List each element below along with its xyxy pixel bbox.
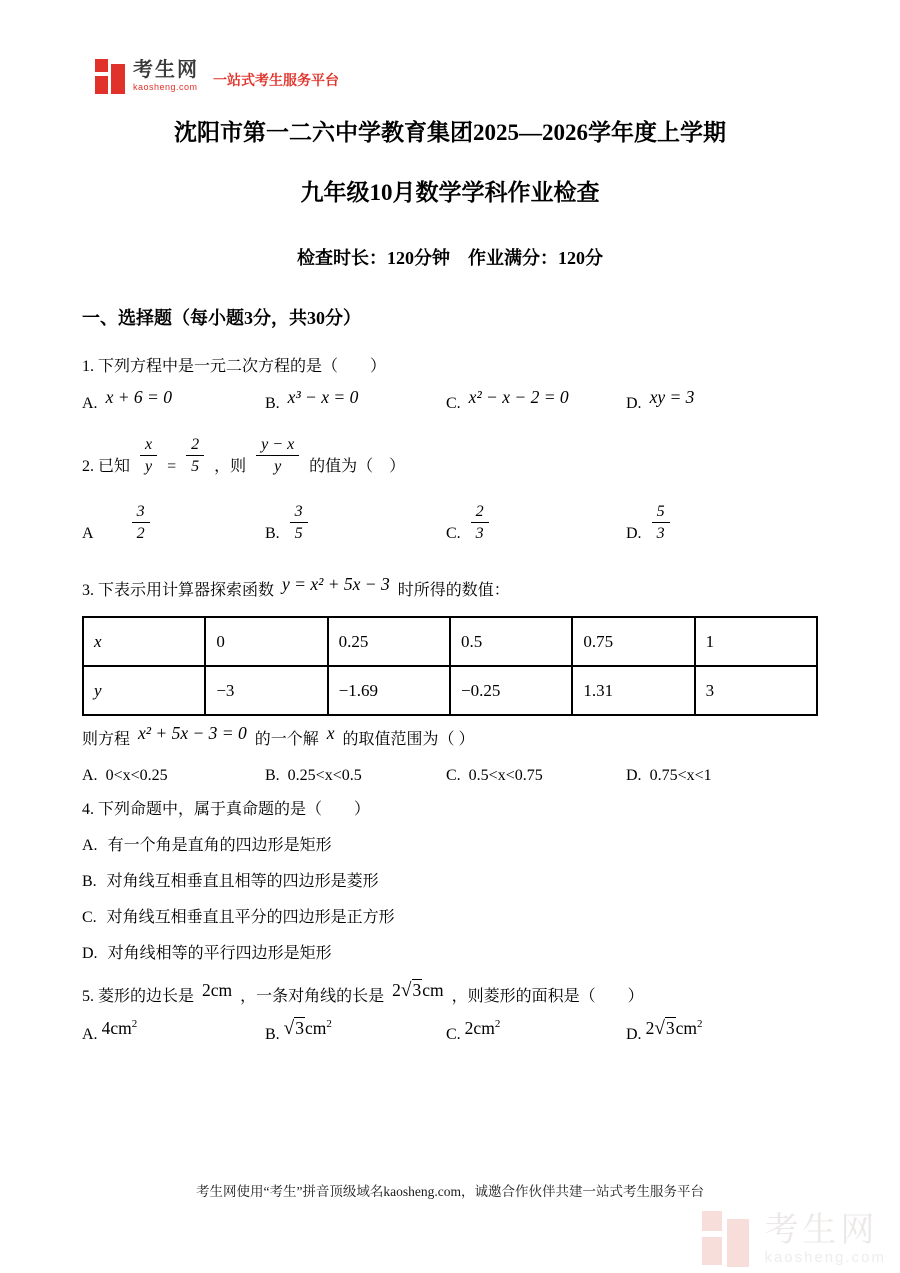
q3-option-d — [626, 767, 818, 785]
q1-option-c — [446, 387, 626, 413]
q3-text-part5: 的取值范围为（ ） — [342, 731, 475, 748]
question-3-options — [82, 767, 818, 785]
option-label: A. — [82, 1026, 98, 1043]
option-value: $2cm^2$ — [464, 1018, 501, 1038]
site-logo — [95, 58, 339, 95]
option-text: 0.75<x<1 — [649, 767, 712, 784]
option-label: C. — [82, 909, 97, 926]
q5-side-length: 2cm — [202, 980, 233, 1000]
table-cell: 0.5 — [450, 617, 572, 666]
question-2-text — [82, 435, 818, 476]
q3-text-part3: 则方程 — [82, 731, 131, 748]
table-row-y — [83, 666, 817, 715]
q2-text-part1: 2. 已知 — [82, 458, 131, 475]
watermark-text — [764, 1211, 886, 1266]
q3-option-a — [82, 767, 265, 785]
option-label: A. — [82, 395, 98, 412]
q4-option-b — [82, 871, 818, 893]
q1-option-b — [265, 387, 446, 413]
q5-option-d — [626, 1018, 818, 1045]
option-label: B. — [265, 395, 280, 412]
kaosheng-logo-icon — [95, 58, 127, 95]
option-label: D. — [626, 395, 642, 412]
q5-text-part1: 5. 菱形的边长是 — [82, 988, 195, 1005]
q5-text-part3: ，则菱形的面积是（ ） — [451, 988, 644, 1005]
q4-option-d — [82, 943, 818, 965]
option-fraction: $\frac{3}{5}$ — [290, 502, 308, 543]
table-cell: −0.25 — [450, 666, 572, 715]
option-label: A — [82, 525, 94, 542]
equals-sign: = — [167, 458, 177, 475]
table-cell: 1.31 — [572, 666, 694, 715]
question-3-continuation — [82, 723, 818, 749]
q2-option-b — [265, 502, 446, 543]
option-text: 0.25<x<0.5 — [287, 767, 362, 784]
option-value: $4cm^2$ — [101, 1018, 138, 1038]
option-formula: x² − x − 2 = 0 — [468, 387, 569, 407]
brand-domain: kaosheng.com — [133, 82, 198, 92]
brand-slogan: 一站式考生服务平台 — [213, 72, 339, 88]
option-text: 对角线互相垂直且相等的四边形是菱形 — [106, 873, 379, 890]
radical-sign: √ — [400, 980, 412, 1001]
option-value: $√3cm^2$ — [283, 1018, 332, 1039]
option-label: B. — [265, 767, 280, 784]
exam-title-line1: 沈阳市第一二六中学教育集团2025—2026学年度上学期 — [174, 120, 726, 145]
option-label: C. — [446, 525, 461, 542]
radical-sign: √ — [283, 1018, 295, 1039]
table-cell: 0.25 — [328, 617, 450, 666]
footer-text: 考生网使用“考生”拼音顶级域名kaosheng.com，诚邀合作伙伴共建一站式考生服务平台 — [195, 1184, 705, 1199]
q3-option-c — [446, 767, 626, 785]
q3-text-part1: 3. 下表示用计算器探索函数 — [82, 582, 275, 599]
q3-equation-formula: x² + 5x − 3 = 0 — [138, 723, 247, 743]
option-label: B. — [265, 1026, 280, 1043]
logo-text — [133, 58, 199, 92]
option-label: C. — [446, 1026, 461, 1043]
question-2-options — [82, 502, 818, 543]
option-fraction: $\frac{5}{3}$ — [652, 502, 670, 543]
option-label: D. — [626, 525, 642, 542]
question-3-text — [82, 574, 818, 600]
q1-option-d — [626, 387, 818, 413]
option-label: D. — [82, 945, 98, 962]
kaosheng-watermark — [702, 1209, 886, 1267]
option-text: 有一个角是直角的四边形是矩形 — [107, 837, 332, 854]
q3-text-part4: 的一个解 — [254, 731, 319, 748]
question-1-text: 1. 下列方程中是一元二次方程的是（ ） — [82, 358, 387, 375]
option-value: $2√3cm^2$ — [645, 1018, 703, 1039]
brand-name: 考生网 — [133, 59, 199, 81]
sqrt-expression: √3 — [283, 1018, 304, 1039]
radical-sign: √ — [654, 1018, 665, 1039]
watermark-brand: 考生网 — [764, 1210, 879, 1249]
option-label: C. — [446, 767, 461, 784]
q3-function-formula: y = x² + 5x − 3 — [282, 574, 390, 594]
table-cell: 3 — [695, 666, 817, 715]
q5-option-a — [82, 1018, 265, 1044]
q2-option-a — [82, 502, 265, 543]
option-fraction: $\frac{2}{3}$ — [471, 502, 489, 543]
q2-text-part2: ，则 — [214, 458, 247, 475]
q4-option-c — [82, 907, 818, 929]
table-row-x — [83, 617, 817, 666]
table-cell: y — [83, 666, 205, 715]
q5-option-b — [265, 1018, 446, 1045]
table-cell: x — [83, 617, 205, 666]
table-cell: 0 — [205, 617, 327, 666]
section-choice-heading: 一、选择题（每小题3分，共30分） — [82, 308, 361, 328]
option-label: A. — [82, 767, 98, 784]
q1-option-a — [82, 387, 265, 413]
q5-option-c — [446, 1018, 626, 1044]
option-fraction: $\frac{3}{2}$ — [132, 502, 150, 543]
option-label: A. — [82, 837, 98, 854]
exam-title-line2: 九年级10月数学学科作业检查 — [300, 180, 600, 205]
sqrt-expression: √3 — [400, 980, 422, 1001]
option-label: D. — [626, 767, 642, 784]
question-5-text — [82, 980, 818, 1007]
sqrt-expression: √3 — [654, 1018, 675, 1039]
fraction-2-over-5: $\frac{2}{5}$ — [186, 435, 204, 476]
question-4-text: 4. 下列命题中，属于真命题的是（ ） — [82, 801, 371, 818]
option-label: B. — [265, 525, 280, 542]
question-5-options — [82, 1018, 818, 1045]
watermark-domain: kaosheng.com — [764, 1248, 886, 1266]
q2-text-part3: 的值为（ ） — [309, 458, 406, 475]
exam-meta: 检查时长：120分钟 作业满分：120分 — [297, 248, 603, 268]
fraction-x-over-y: $\frac{x}{y}$ — [140, 435, 157, 476]
q5-diagonal-length: 2√3cm — [392, 980, 444, 1001]
q3-text-part2: 时所得的数值： — [397, 582, 510, 599]
table-cell: −3 — [205, 666, 327, 715]
kaosheng-watermark-icon — [702, 1209, 754, 1267]
option-formula: xy = 3 — [649, 387, 695, 407]
function-values-table — [82, 616, 818, 716]
q4-option-a — [82, 835, 818, 857]
question-1-options — [82, 387, 818, 413]
q5-text-part2: ，一条对角线的长是 — [240, 988, 385, 1005]
option-label: C. — [446, 395, 461, 412]
option-formula: x³ − x = 0 — [287, 387, 359, 407]
option-formula: x + 6 = 0 — [105, 387, 172, 407]
q3-variable-x: x — [326, 723, 335, 743]
q2-option-c — [446, 502, 626, 543]
table-cell: −1.69 — [328, 666, 450, 715]
q3-option-b — [265, 767, 446, 785]
option-text: 0<x<0.25 — [105, 767, 168, 784]
option-text: 对角线互相垂直且平分的四边形是正方形 — [106, 909, 395, 926]
q2-option-d — [626, 502, 818, 543]
table-cell: 1 — [695, 617, 817, 666]
table-cell: 0.75 — [572, 617, 694, 666]
option-text: 0.5<x<0.75 — [468, 767, 543, 784]
option-text: 对角线相等的平行四边形是矩形 — [107, 945, 332, 962]
option-label: D. — [626, 1026, 642, 1043]
option-label: B. — [82, 873, 97, 890]
fraction-y-minus-x-over-y: $\frac{y - x}{y}$ — [256, 435, 299, 476]
